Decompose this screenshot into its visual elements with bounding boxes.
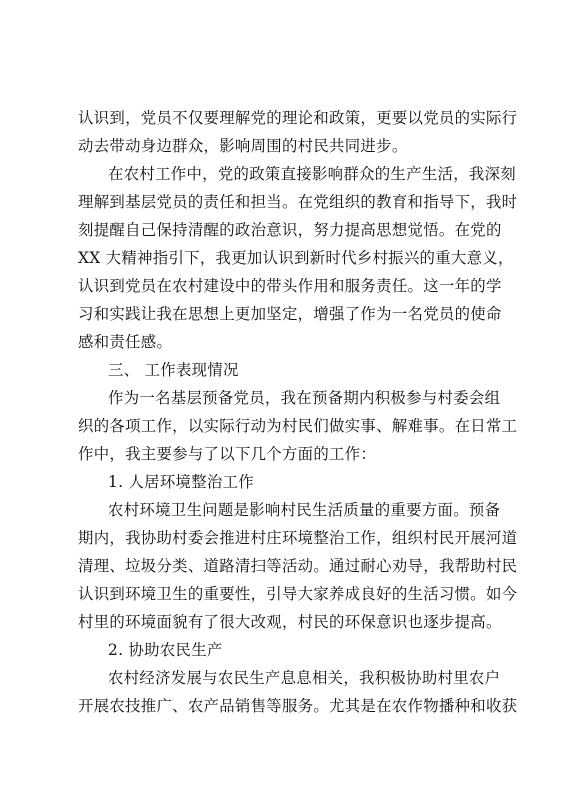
paragraph-line: 开展农技推广、农产品销售等服务。尤其是在农作物播种和收获 bbox=[78, 697, 518, 715]
paragraph-line: 农村经济发展与农民生产息息相关，我积极协助村里农户 bbox=[108, 669, 501, 687]
paragraph-line: 感和责任感。 bbox=[78, 333, 173, 351]
paragraph-line: 清理、垃圾分类、道路清扫等活动。通过耐心劝导，我帮助村民 bbox=[78, 557, 518, 575]
paragraph-line: 认识到，党员不仅要理解党的理论和政策，更要以党员的实际行 bbox=[78, 109, 518, 127]
paragraph-line: 在农村工作中，党的政策直接影响群众的生产生活，我深刻 bbox=[108, 165, 516, 183]
paragraph-line: 作为一名基层预备党员，我在预备期内积极参与村委会组 bbox=[108, 389, 501, 407]
paragraph-line: 认识到环境卫生的重要性，引导大家养成良好的生活习惯。如今 bbox=[78, 585, 518, 603]
paragraph-line: 村里的环境面貌有了很大改观，村民的环保意识也逐步提高。 bbox=[78, 613, 502, 631]
paragraph-line: 动去带动身边群众，影响周围的村民共同进步。 bbox=[78, 137, 408, 155]
paragraph-line: 作中，我主要参与了以下几个方面的工作： bbox=[78, 445, 377, 463]
paragraph-line: 刻提醒自己保持清醒的政治意识，努力提高思想觉悟。在党的 bbox=[78, 221, 502, 239]
subsection-heading: 1. 人居环境整治工作 bbox=[108, 473, 255, 491]
paragraph-line: XX 大精神指引下，我更加认识到新时代乡村振兴的重大意义， bbox=[78, 249, 514, 267]
paragraph-line: 期内，我协助村委会推进村庄环境整治工作，组织村民开展河道 bbox=[78, 529, 518, 547]
subsection-heading: 2. 协助农民生产 bbox=[108, 641, 223, 659]
paragraph-line: 习和实践让我在思想上更加坚定，增强了作为一名党员的使命 bbox=[78, 305, 502, 323]
paragraph-line: 认识到党员在农村建设中的带头作用和服务责任。这一年的学 bbox=[78, 277, 502, 295]
paragraph-line: 织的各项工作，以实际行动为村民们做实事、解难事。在日常工 bbox=[78, 417, 518, 435]
paragraph-line: 农村环境卫生问题是影响村民生活质量的重要方面。预备 bbox=[108, 501, 501, 519]
paragraph-line: 理解到基层党员的责任和担当。在党组织的教育和指导下，我时 bbox=[78, 193, 518, 211]
section-heading: 三、 工作表现情况 bbox=[108, 361, 239, 379]
